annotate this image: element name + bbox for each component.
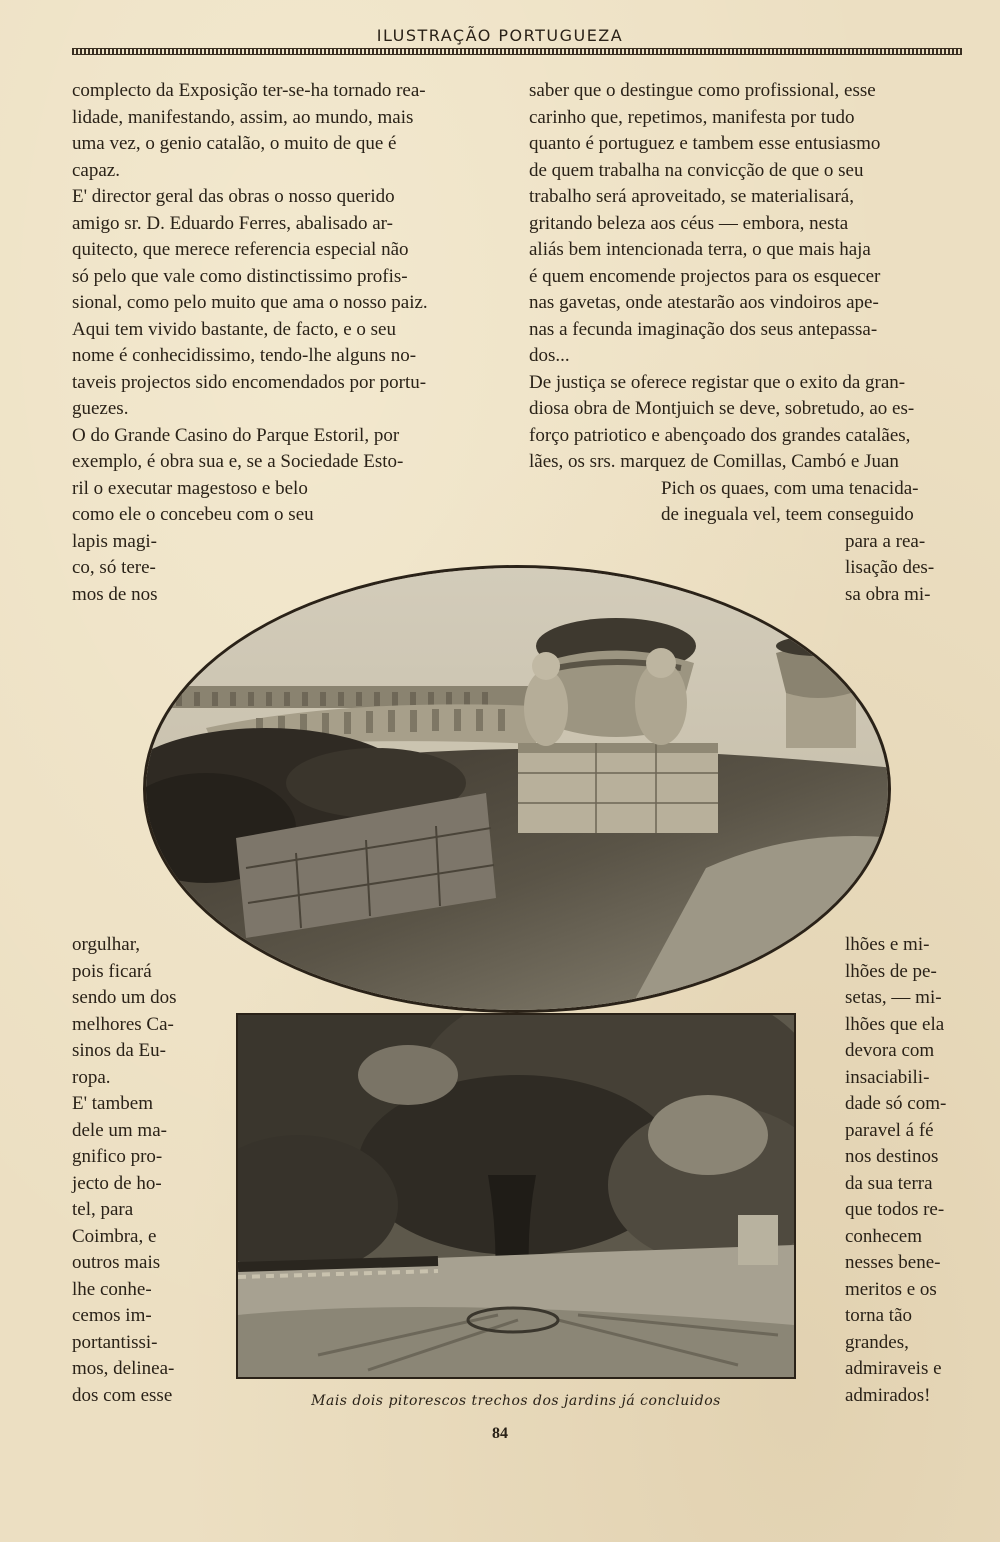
left-column-line: co, só tere-	[72, 557, 156, 578]
left-bottom-line: orgulhar,	[72, 934, 141, 955]
left-column-line: ril o executar magestoso e belo	[72, 477, 308, 499]
left-column-line: mos de nos	[72, 583, 158, 605]
right-column-line: saber que o destingue como profissional, esse	[529, 80, 876, 101]
right-column-line: é quem encomende projectos para os esquecer	[529, 265, 881, 287]
page-number: 84	[492, 1425, 508, 1442]
left-column-line: amigo sr. D. Eduardo Ferres, abalisado ar-	[72, 212, 393, 234]
right-column-line: Pich os quaes, com uma tenacida-	[661, 477, 919, 499]
right-column-line: De justiça se oferece registar que o exito da gran-	[529, 371, 906, 393]
garden-photo-illustration	[238, 1015, 794, 1377]
right-bottom-line: que todos re-	[845, 1199, 945, 1220]
left-bottom-line: Coimbra, e	[72, 1225, 157, 1247]
left-bottom-line: melhores Ca-	[72, 1013, 174, 1035]
right-column-line: diosa obra de Montjuich se deve, sobretudo, ao es-	[529, 398, 915, 419]
left-column-line: nome é conhecidissimo, tendo-lhe alguns no-	[72, 345, 417, 366]
left-bottom-line: mos, delinea-	[72, 1358, 175, 1379]
right-bottom-line: admiraveis e	[845, 1358, 942, 1379]
garden-photograph	[236, 1013, 796, 1379]
left-column-line: quitecto, que merece referencia especial não	[72, 239, 409, 260]
left-column-line: O do Grande Casino do Parque Estoril, por	[72, 424, 400, 446]
left-bottom-line: dele um ma-	[72, 1119, 167, 1141]
right-bottom-line: insaciabili-	[845, 1066, 930, 1088]
right-bottom-line: lhões que ela	[845, 1013, 945, 1035]
right-column-line: trabalho será aproveitado, se materialisará,	[529, 186, 854, 207]
right-column-line: nas gavetas, onde atestarão aos vindoiros ape-	[529, 292, 879, 313]
left-column-line: taveis projectos sido encomendados por portu-	[72, 371, 427, 393]
right-column-line: dos...	[529, 345, 570, 366]
header-decorative-rule	[72, 48, 962, 55]
left-column-line: Aqui tem vivido bastante, de facto, e o seu	[72, 318, 396, 340]
right-bottom-line: setas, — mi-	[845, 987, 942, 1008]
left-bottom-line: outros mais	[72, 1252, 161, 1273]
right-bottom-line: conhecem	[845, 1225, 923, 1247]
right-bottom-line: paravel á fé	[845, 1119, 934, 1141]
left-column-line: só pelo que vale como distinctissimo profis-	[72, 265, 408, 287]
right-bottom-line: dade só com-	[845, 1093, 947, 1114]
right-bottom-line: lhões e mi-	[845, 934, 930, 955]
left-bottom-line: cemos im-	[72, 1305, 152, 1326]
left-column-line: guezes.	[72, 398, 129, 419]
left-bottom-line: dos com esse	[72, 1384, 173, 1406]
right-column-line: sa obra mi-	[845, 583, 931, 605]
left-column-line: lapis magi-	[72, 530, 157, 552]
left-column-line: capaz.	[72, 159, 120, 181]
right-bottom-line: torna tão	[845, 1305, 913, 1326]
left-bottom-line: sendo um dos	[72, 987, 177, 1008]
right-column-line: de quem trabalha na convicção de que o seu	[529, 159, 864, 181]
right-bottom-line: devora com	[845, 1040, 935, 1061]
right-column-line: gritando beleza aos céus — embora, nesta	[529, 212, 849, 234]
left-bottom-line: gnifico pro-	[72, 1146, 163, 1167]
right-bottom-line: meritos e os	[845, 1278, 937, 1300]
right-column-line: para a rea-	[845, 530, 926, 552]
left-column-line: complecto da Exposição ter-se-ha tornado rea-	[72, 80, 426, 101]
left-bottom-line: portantissi-	[72, 1331, 158, 1353]
right-bottom-line: lhões de pe-	[845, 960, 937, 982]
right-bottom-line: nos destinos	[845, 1146, 939, 1167]
right-column-line: lães, os srs. marquez de Comillas, Cambó e Juan	[529, 451, 899, 472]
left-bottom-line: sinos da Eu-	[72, 1040, 166, 1061]
right-column-line: quanto é portuguez e tambem esse entusiasmo	[529, 133, 881, 154]
right-bottom-line: admirados!	[845, 1384, 931, 1406]
right-bottom-line: grandes,	[845, 1331, 909, 1353]
left-column-line: exemplo, é obra sua e, se a Sociedade Esto-	[72, 451, 404, 472]
terrace-photo-illustration	[146, 568, 891, 1013]
photo-caption: Mais dois pitorescos trechos dos jardins já concluidos	[311, 1393, 721, 1409]
right-bottom-line: da sua terra	[845, 1172, 933, 1194]
left-column-line: como ele o concebeu com o seu	[72, 504, 314, 525]
left-column-line: E' director geral das obras o nosso querido	[72, 186, 395, 207]
page-header-title: ILUSTRAÇÃO PORTUGUEZA	[376, 26, 624, 45]
left-bottom-line: pois ficará	[72, 960, 152, 982]
right-column-line: carinho que, repetimos, manifesta por tudo	[529, 106, 855, 128]
left-column-line: lidade, manifestando, assim, ao mundo, mais	[72, 106, 414, 128]
right-column-line: nas a fecunda imaginação dos seus antepassa-	[529, 318, 878, 340]
left-bottom-line: E' tambem	[72, 1093, 153, 1114]
terrace-photograph	[143, 565, 891, 1013]
right-column-line: de ineguala vel, teem conseguido	[661, 504, 914, 525]
left-column-line: uma vez, o genio catalão, o muito de que é	[72, 133, 397, 154]
right-column-line: lisação des-	[845, 557, 935, 578]
left-bottom-line: ropa.	[72, 1066, 111, 1088]
left-bottom-line: lhe conhe-	[72, 1278, 152, 1300]
left-bottom-line: jecto de ho-	[72, 1172, 162, 1194]
left-column-line: sional, como pelo muito que ama o nosso paiz.	[72, 292, 428, 313]
right-bottom-line: nesses bene-	[845, 1252, 941, 1273]
right-column-line: aliás bem intencionada terra, o que mais haja	[529, 239, 871, 260]
left-bottom-line: tel, para	[72, 1199, 134, 1220]
right-column-line: forço patriotico e abençoado dos grandes catalães,	[529, 424, 911, 446]
